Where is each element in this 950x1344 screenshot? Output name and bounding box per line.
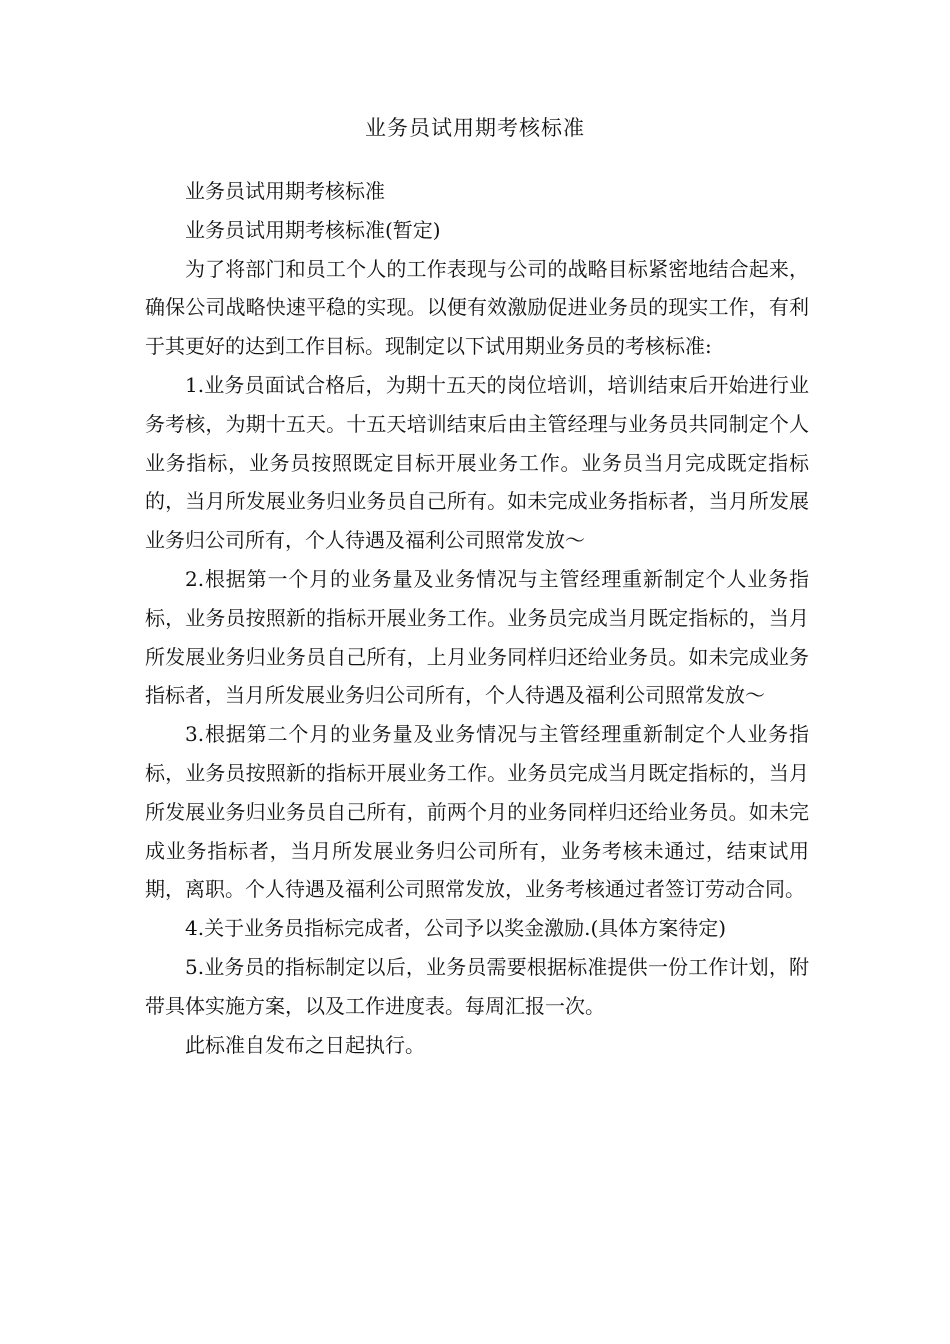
document-body	[145, 172, 809, 1064]
paragraph-subtitle-provisional: 业务员试用期考核标准(暂定)	[185, 217, 441, 242]
paragraph-item-1: 1.业务员面试合格后，为期十五天的岗位培训，培训结束后开始进行业务考核，为期十五天。十五天培训结束后由主管经理与业务员共同制定个人业务指标，业务员按照既定目标开展业务工作。业务员当月完成既定指标的，当月所发展业务归业务员自己所有。如未完成业务指标者，当月所发展业务归公司所有，个人待遇及福利公司照常发放～	[145, 372, 809, 553]
paragraph-item-2: 2.根据第一个月的业务量及业务情况与主管经理重新制定个人业务指标，业务员按照新的指标开展业务工作。业务员完成当月既定指标的，当月所发展业务归业务员自己所有，上月业务同样归还给业务员。如未完成业务指标者，当月所发展业务归公司所有，个人待遇及福利公司照常发放～	[145, 566, 809, 708]
paragraph-item-5: 5.业务员的指标制定以后，业务员需要根据标准提供一份工作计划，附带具体实施方案，以及工作进度表。每周汇报一次。	[145, 954, 809, 1018]
paragraph-closing: 此标准自发布之日起执行。	[185, 1032, 425, 1057]
paragraph-item-3: 3.根据第二个月的业务量及业务情况与主管经理重新制定个人业务指标，业务员按照新的指标开展业务工作。业务员完成当月既定指标的，当月所发展业务归业务员自己所有，前两个月的业务同样归还给业务员。如未完成业务指标者，当月所发展业务归公司所有，业务考核未通过，结束试用期，离职。个人待遇及福利公司照常发放，业务考核通过者签订劳动合同。	[145, 722, 809, 902]
document-title: 业务员试用期考核标准	[365, 116, 585, 140]
paragraph-item-4: 4.关于业务员指标完成者，公司予以奖金激励.(具体方案待定)	[185, 916, 727, 941]
paragraph-subtitle: 业务员试用期考核标准	[185, 179, 385, 203]
paragraph-intro: 为了将部门和员工个人的工作表现与公司的战略目标紧密地结合起来，确保公司战略快速平稳的实现。以便有效激励促进业务员的现实工作，有利于其更好的达到工作目标。现制定以下试用期业务员的考核标准:	[145, 256, 809, 359]
